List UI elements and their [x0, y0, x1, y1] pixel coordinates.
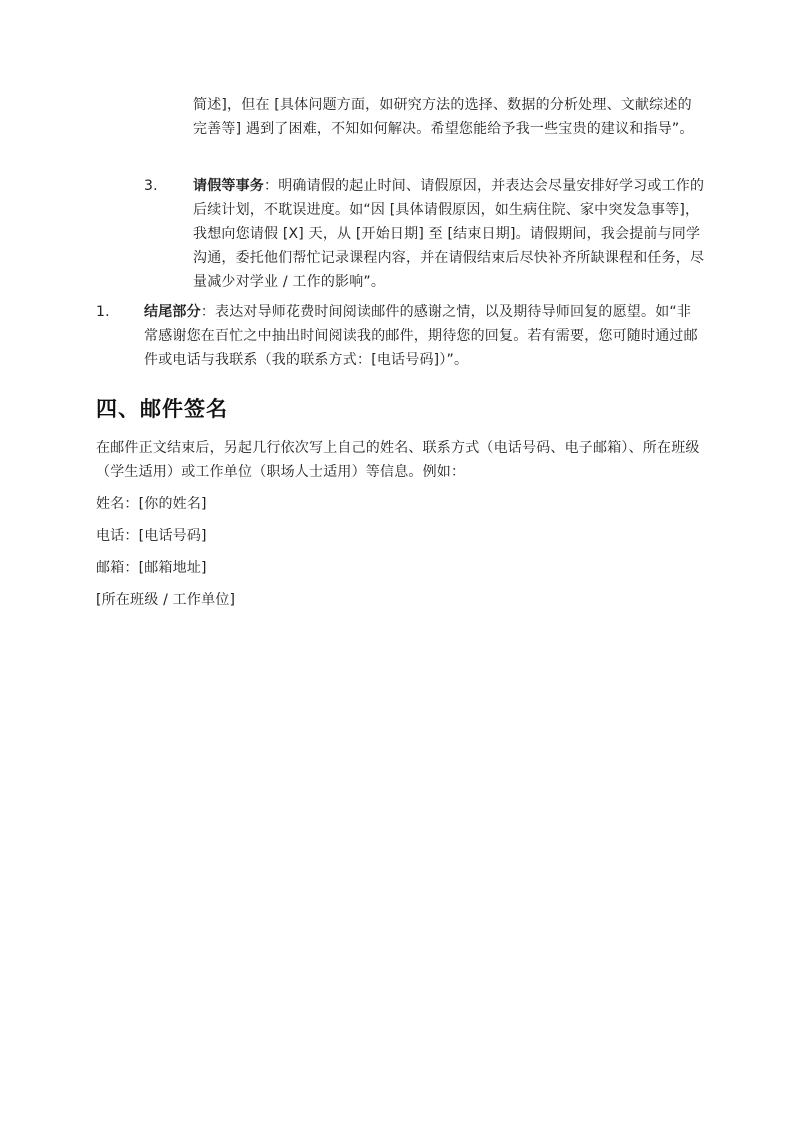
list-item-label: 请假等事务	[193, 178, 264, 194]
list-item-text: ：表达对导师花费时间阅读邮件的感谢之情，以及期待导师回复的愿望。如“非常感谢您在百忙之中抽出时间阅读我的邮件，期待您的回复。若有需要，您可随时通过邮件或电话与我联系（我的联系方式：[电话号码]）”。	[144, 304, 698, 368]
list-item-body	[144, 300, 705, 372]
list-item-text: ：明确请假的起止时间、请假原因，并表达会尽量安排好学习或工作的后续计划，不耽误进度。如“因 [具体请假原因，如生病住院、家中突发急事等]，我想向您请假 [X] 天，从 [开始日期] 至 [结束日期]。请假期间，我会提前与同学沟通，委托他们帮忙记录课程内容，并在请假结束后尽快补齐所缺课程和任务，尽量减少对学业 / 工作的影响”。	[193, 178, 705, 290]
list-number: 3.	[144, 178, 158, 194]
signature-phone-line: 电话：[电话号码]	[96, 528, 207, 544]
list-number: 1.	[96, 304, 110, 320]
list-item-continuation	[193, 93, 705, 141]
continuation-text: 简述]，但在 [具体问题方面，如研究方法的选择、数据的分析处理、文献综述的完善等] 遇到了困难，不知如何解决。希望您能给予我一些宝贵的建议和指导”。	[193, 97, 694, 137]
section-intro-paragraph: 在邮件正文结束后，另起几行依次写上自己的姓名、联系方式（电话号码、电子邮箱）、所在班级（学生适用）或工作单位（职场人士适用）等信息。例如：	[96, 440, 700, 480]
list-item-label: 结尾部分	[144, 304, 201, 320]
signature-unit-line: [所在班级 / 工作单位]	[96, 592, 236, 608]
section-heading: 四、邮件签名	[96, 397, 228, 421]
signature-email-line: 邮箱：[邮箱地址]	[96, 560, 207, 576]
list-item-body	[193, 174, 705, 294]
signature-name-line: 姓名：[你的姓名]	[96, 496, 207, 512]
